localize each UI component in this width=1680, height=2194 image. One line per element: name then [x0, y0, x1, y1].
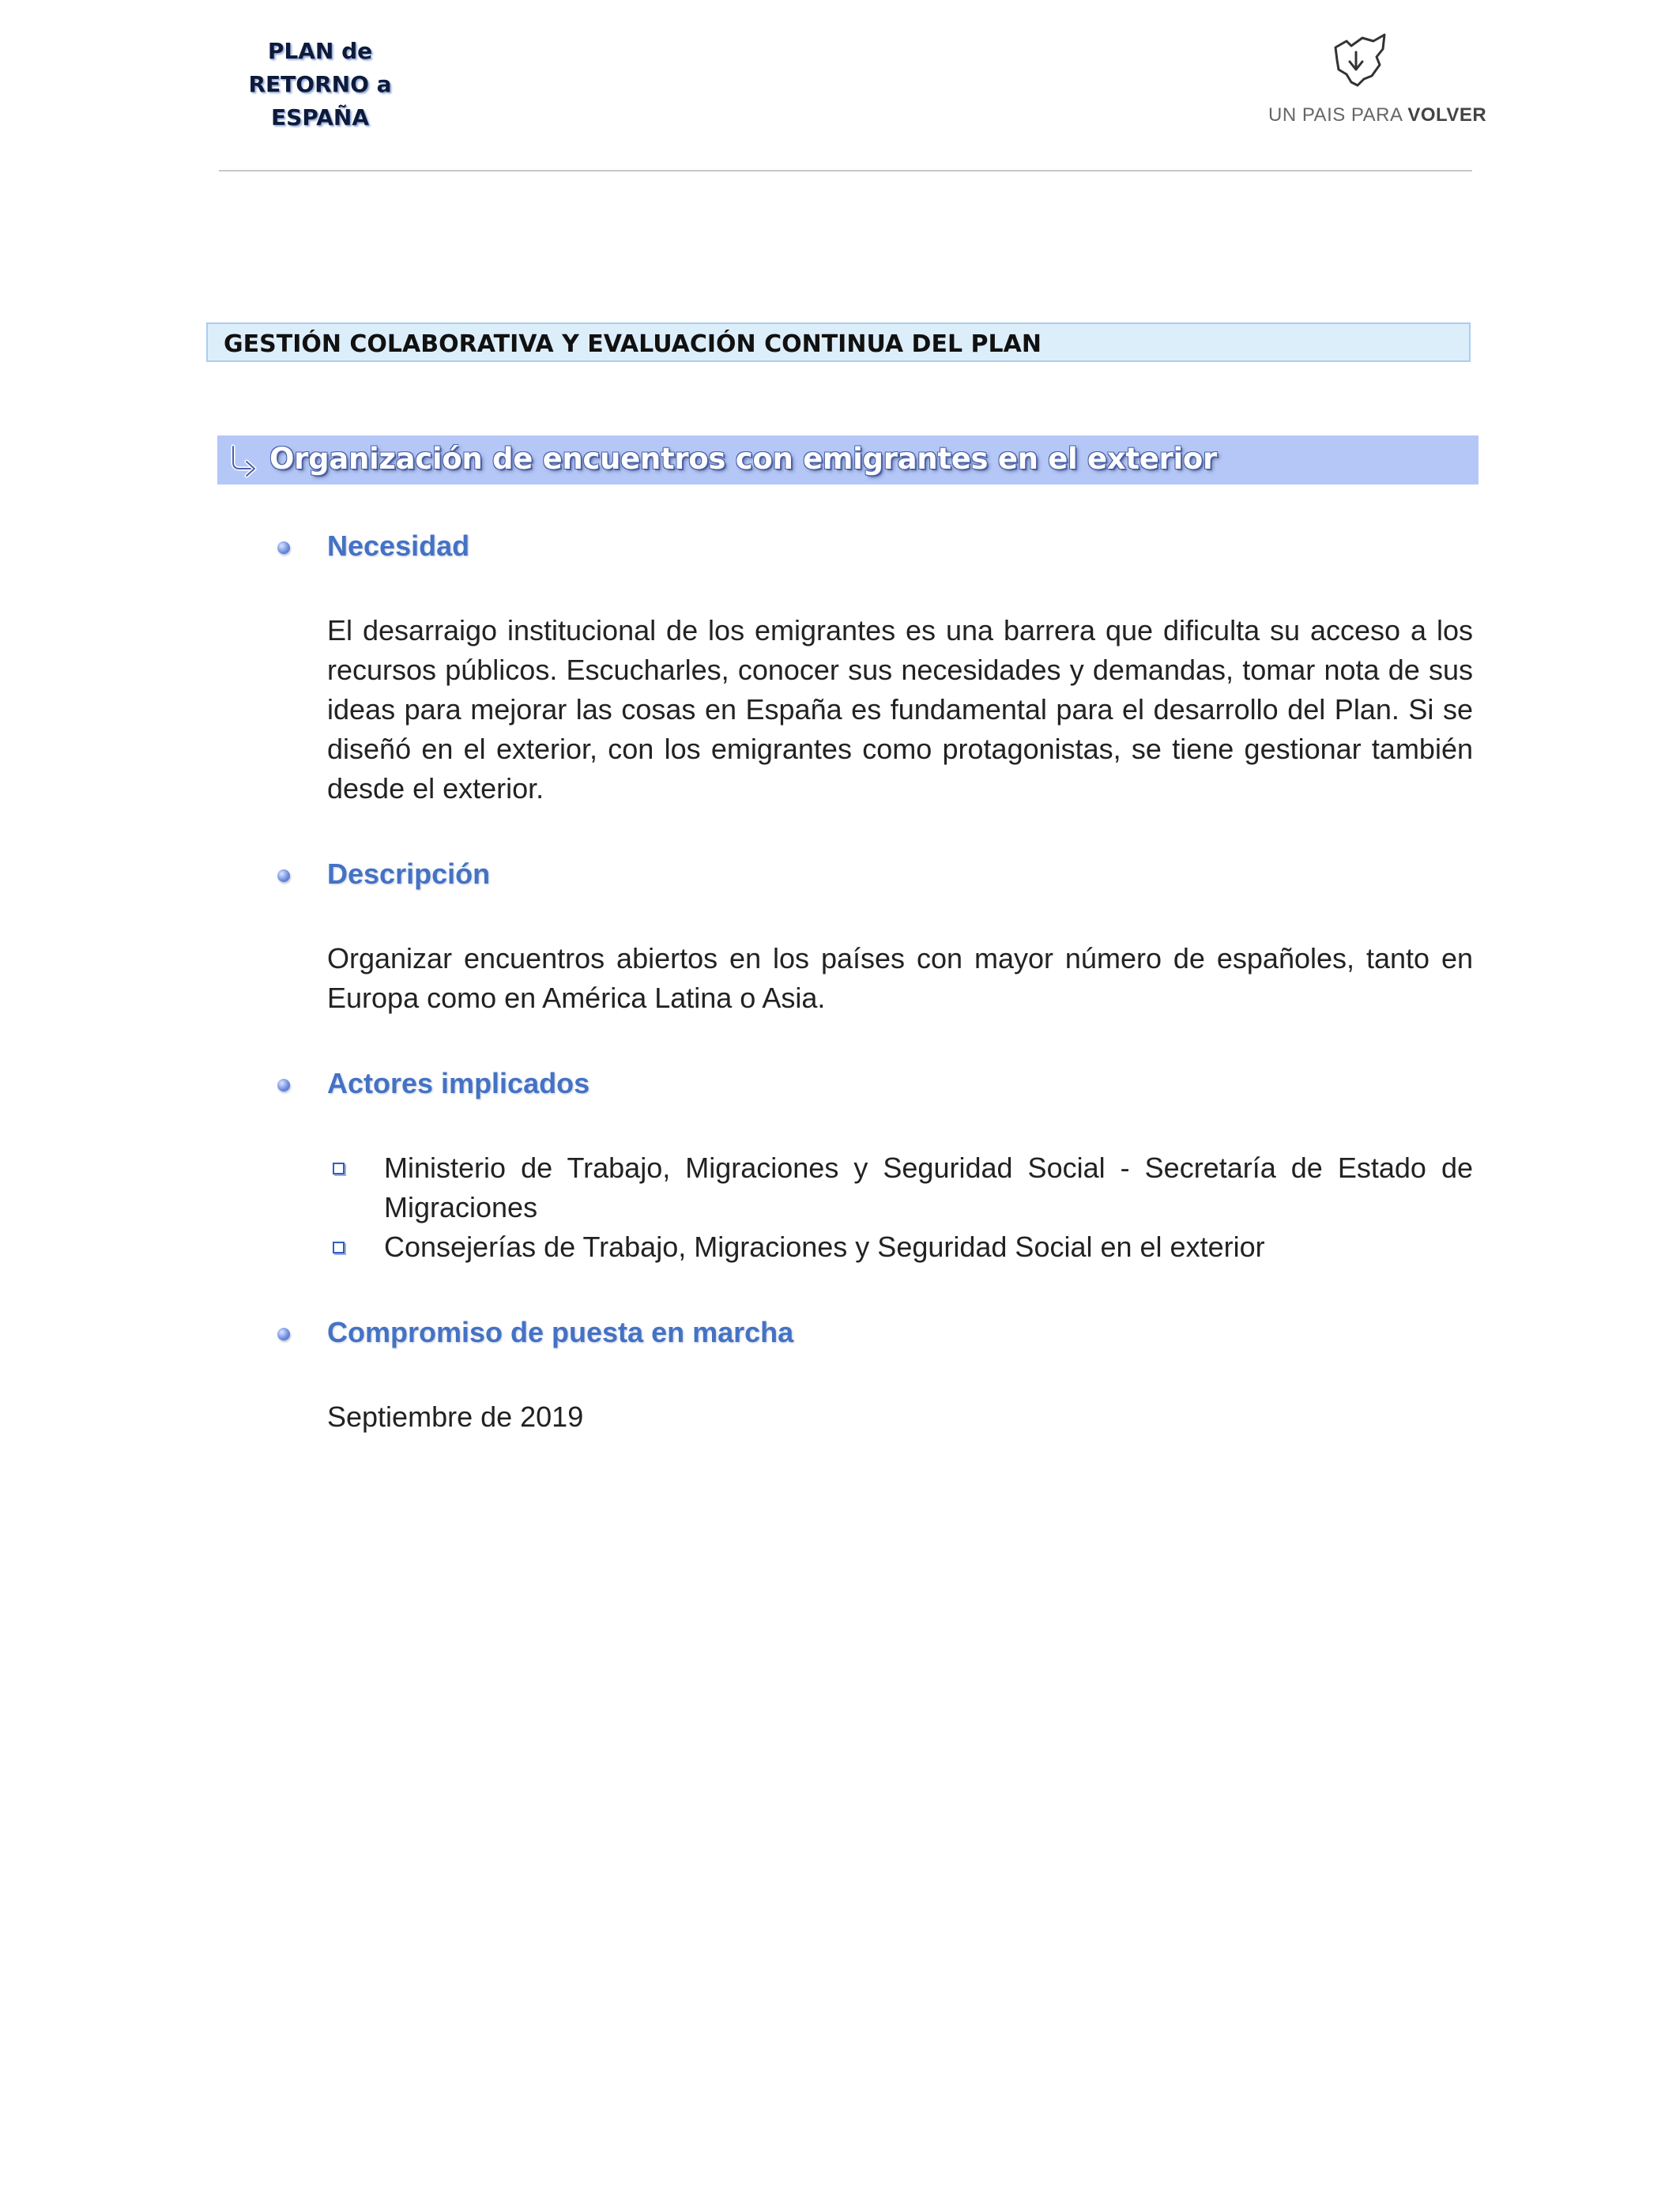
plan-title-line: RETORNO a: [248, 71, 392, 97]
compromiso-heading: Compromiso de puesta en marcha: [327, 1316, 794, 1348]
necesidad-text: El desarraigo institucional de los emigrantes es una barrera que dificulta su acceso a los recursos públicos. Escucharles, conocer sus necesidades y demandas, tomar nota de sus ideas para mejorar las cosas en España es fundamental para el desarrollo del Plan. Si se diseñó en el exterior, con los emigrantes como protagonistas, se tiene gestionar también desde el exterior.: [327, 614, 1473, 805]
actor-text: Consejerías de Trabajo, Migraciones y Seguridad Social en el exterior: [384, 1231, 1265, 1263]
tagline-bold: VOLVER: [1407, 104, 1487, 126]
tagline: [1268, 104, 1487, 126]
plan-title-line: PLAN de: [267, 38, 373, 64]
bullet-icon: [277, 1328, 290, 1340]
necesidad-heading: Necesidad: [327, 530, 470, 562]
plan-title-line: ESPAÑA: [270, 104, 370, 130]
header-divider: [219, 170, 1472, 172]
section-banner-title: GESTIÓN COLABORATIVA Y EVALUACIÓN CONTINUA DEL PLAN: [224, 330, 1042, 358]
curved-arrow-icon: [225, 442, 262, 478]
bullet-icon: [277, 869, 290, 882]
actor-text: Ministerio de Trabajo, Migraciones y Seguridad Social - Secretaría de Estado de Migraciones: [384, 1152, 1473, 1223]
descripcion-heading: Descripción: [327, 858, 491, 890]
bullet-icon: [277, 1079, 290, 1091]
tagline-regular: UN PAIS PARA: [1268, 104, 1408, 126]
checkbox-bullet-icon: [333, 1242, 345, 1253]
map-spain-return-arrow-icon: [1328, 30, 1391, 93]
plan-retorno-title: [237, 35, 403, 134]
measure-heading: Organización de encuentros con emigrantes en el exterior: [269, 442, 1217, 476]
compromiso-text: Septiembre de 2019: [327, 1400, 584, 1433]
section-banner: [206, 322, 1471, 362]
descripcion-text: Organizar encuentros abiertos en los países con mayor número de españoles, tanto en Europa como en América Latina o Asia.: [327, 942, 1473, 1014]
bullet-icon: [277, 541, 290, 554]
measure-heading-bar: [217, 435, 1478, 484]
checkbox-bullet-icon: [333, 1163, 345, 1174]
actores-heading: Actores implicados: [327, 1067, 590, 1099]
